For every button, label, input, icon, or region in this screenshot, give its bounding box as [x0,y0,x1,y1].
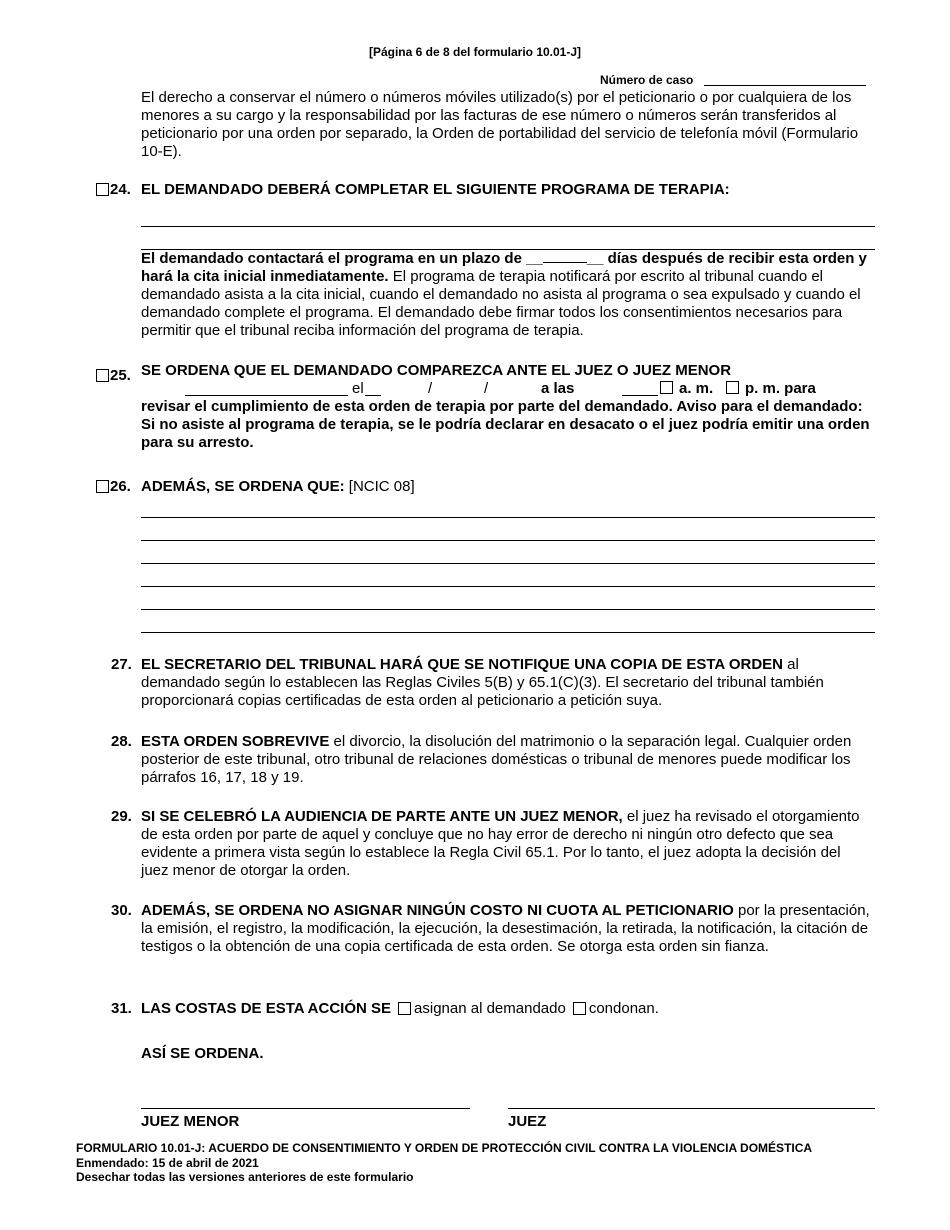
case-number-field[interactable] [704,85,866,86]
section-29-bold: SI SE CELEBRÓ LA AUDIENCIA DE PARTE ANTE UN JUEZ MENOR, [141,808,623,825]
section-28-bold: ESTA ORDEN SOBREVIVE [141,733,330,750]
section-31-number: 31. [111,1000,132,1017]
checkbox-25[interactable] [96,369,109,382]
section-25-text: revisar el cumplimiento de esta orden de terapia por parte del demandado. Aviso para el demandado: Si no asiste al programa de terapia, se le podría declarar en desacato o el juez podría emitir una orden para su arresto. [141,398,870,451]
therapy-program-line-1[interactable] [141,226,875,227]
section-29-paragraph [141,808,871,880]
section-30-paragraph [141,902,871,956]
further-order-line-1[interactable] [141,517,875,518]
footer-form-title: FORMULARIO 10.01-J: ACUERDO DE CONSENTIMIENTO Y ORDEN DE PROTECCIÓN CIVIL CONTRA LA VIOLENCIA DOMÉSTICA [76,1141,813,1155]
pm-checkbox[interactable] [726,381,739,394]
checkbox-24[interactable] [96,183,109,196]
case-number-label: Número de caso [600,73,694,87]
days-field[interactable] [543,262,587,263]
judge-label: JUEZ [508,1113,547,1130]
section-24-paragraph [141,250,871,340]
section-24-text: El programa de terapia notificará por escrito al tribunal cuando el demandado asista a la cita inicial, cuando el demandado no asista al programa o sea expulsado y cuando el demandado complete el programa. El demandado debe firmar todos los consentimientos necesarios para permitir que el tribunal reciba información del programa de terapia. [141,268,861,339]
judge-signature-line[interactable] [508,1108,875,1109]
footer-amended: Enmendado: 15 de abril de 2021 [76,1156,259,1170]
so-ordered-heading: ASÍ SE ORDENA. [141,1045,264,1062]
section-30-text: por la presentación, la emisión, el registro, la modificación, la ejecución, la desestimación, la retirada, la notificación, la citación de testigos o la obtención de una copia certificada de esta orden. Se otorga esta orden sin fianza. [141,902,870,955]
costs-assigned-label: asignan al demandado [414,1000,566,1017]
am-label: a. m. [679,380,714,397]
section-25-number: 25. [110,367,131,384]
date-slash-2: / [484,380,489,397]
section-27-bold: EL SECRETARIO DEL TRIBUNAL HARÁ QUE SE NOTIFIQUE UNA COPIA DE ESTA ORDEN [141,656,783,673]
intro-paragraph: El derecho a conservar el número o números móviles utilizado(s) por el peticionario o por cualquiera de los menores a su cargo y la responsabilidad por las facturas de ese número o números serán transferidos al peticionario por una orden por separado, la Orden de portabilidad del servicio de telefonía móvil (Formulario 10-E). [141,89,859,160]
section-24-title: EL DEMANDADO DEBERÁ COMPLETAR EL SIGUIENTE PROGRAMA DE TERAPIA: [141,181,730,198]
section-28-text: el divorcio, la disolución del matrimonio o la separación legal. Cualquier orden posterior de este tribunal, otro tribunal de relaciones domésticas o tribunal de menores puede modificar los párrafos 16, 17, 18 y 19. [141,733,852,786]
magistrate-signature-line[interactable] [141,1108,470,1109]
costs-assigned-checkbox[interactable] [398,1002,411,1015]
section-26-number: 26. [110,478,131,495]
section-24-number: 24. [110,181,131,198]
costs-waived-label: condonan. [588,1000,659,1017]
section-26-heading [141,478,415,496]
date-slash-1: / [428,380,433,397]
section-24-bold-b: __ días después de recibir esta orden y hará la cita inicial inmediatamente. [141,250,867,285]
section-30-number: 30. [111,902,132,919]
further-order-line-3[interactable] [141,563,875,564]
pm-label: p. m. para [745,380,816,397]
page-label: [Página 6 de 8 del formulario 10.01-J] [368,45,582,59]
section-31-line [141,1000,659,1018]
section-28-paragraph [141,733,871,787]
magistrate-label: JUEZ MENOR [141,1113,240,1130]
section-28-number: 28. [111,733,132,750]
date-month-field[interactable] [365,395,381,396]
further-order-line-2[interactable] [141,540,875,541]
further-order-line-4[interactable] [141,586,875,587]
time-field[interactable] [622,395,658,396]
section-26-title: ADEMÁS, SE ORDENA QUE: [141,478,345,495]
section-27-number: 27. [111,656,132,673]
section-27-text: al demandado según lo establecen las Reglas Civiles 5(B) y 65.1(C)(3). El secretario del tribunal también proporcionará copias certificadas de esta orden al peticionario a petición suya. [141,656,824,709]
section-29-text: el juez ha revisado el otorgamiento de esta orden por parte de aquel y concluye que no hay error de derecho ni ningún otro defecto que sea evidente a primera vista según lo establece la Regla Civil 65.1. Por lo tanto, el juez adopta la decisión del juez menor de otorgar la orden. [141,808,860,879]
further-order-line-5[interactable] [141,609,875,610]
checkbox-26[interactable] [96,480,109,493]
am-checkbox[interactable] [660,381,673,394]
time-label: a las [541,380,575,397]
section-27-paragraph [141,656,871,710]
ncic-code: [NCIC 08] [344,478,415,495]
judge-name-field[interactable] [185,395,348,396]
footer-discard-note: Desechar todas las versiones anteriores de este formulario [76,1170,414,1184]
section-30-bold: ADEMÁS, SE ORDENA NO ASIGNAR NINGÚN COSTO NI CUOTA AL PETICIONARIO [141,902,734,919]
section-24-bold-a: El demandado contactará el programa en un plazo de __ [141,250,543,267]
section-29-number: 29. [111,808,132,825]
section-31-bold: LAS COSTAS DE ESTA ACCIÓN SE [141,1000,392,1017]
further-order-line-6[interactable] [141,632,875,633]
section-25-title: SE ORDENA QUE EL DEMANDADO COMPAREZCA ANTE EL JUEZ O JUEZ MENOR [141,362,732,379]
costs-waived-checkbox[interactable] [573,1002,586,1015]
date-el-label: el [352,380,364,397]
